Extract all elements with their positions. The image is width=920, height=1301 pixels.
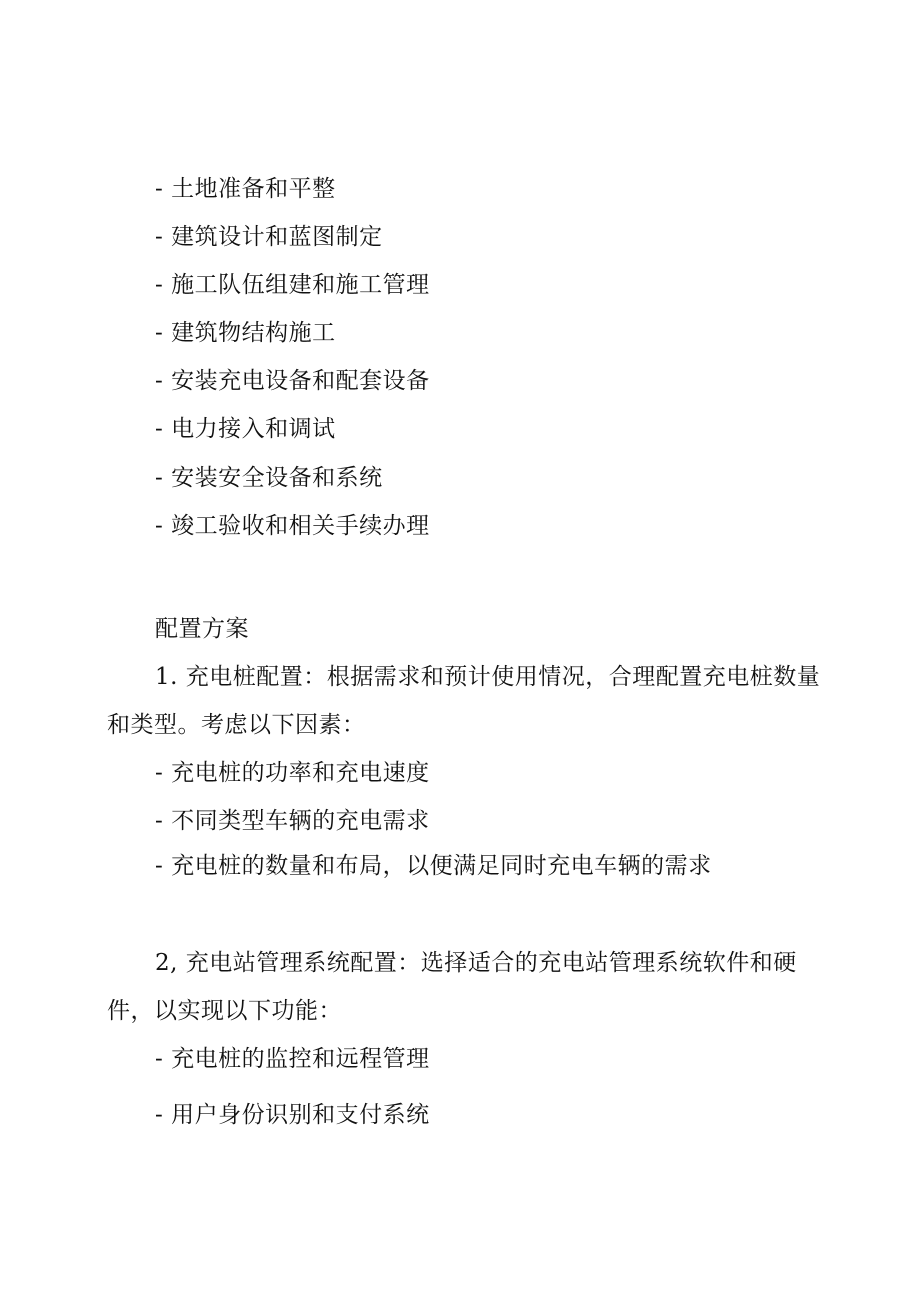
section-heading: 配置方案 xyxy=(155,616,249,642)
list-item: - 建筑设计和蓝图制定 xyxy=(155,224,383,250)
list-item: - 安装充电设备和配套设备 xyxy=(155,368,430,394)
list-item: - 施工队伍组建和施工管理 xyxy=(155,272,430,298)
list-item: - 充电桩的功率和充电速度 xyxy=(155,760,430,786)
list-item: - 用户身份识别和支付系统 xyxy=(155,1102,430,1128)
list-item: - 土地准备和平整 xyxy=(155,176,336,202)
list-item: - 建筑物结构施工 xyxy=(155,320,336,346)
paragraph-line: 件，以实现以下功能： xyxy=(107,998,342,1024)
list-item: - 安装安全设备和系统 xyxy=(155,465,383,491)
paragraph-line: 和类型。考虑以下因素： xyxy=(107,712,366,738)
list-item: - 竣工验收和相关手续办理 xyxy=(155,513,430,539)
list-item: - 不同类型车辆的充电需求 xyxy=(155,808,430,834)
paragraph-line: 1. 充电桩配置：根据需求和预计使用情况，合理配置充电桩数量 xyxy=(155,664,821,690)
list-item: - 充电桩的数量和布局，以便满足同时充电车辆的需求 xyxy=(155,853,712,879)
paragraph-line: 2, 充电站管理系统配置：选择适合的充电站管理系统软件和硬 xyxy=(155,950,797,976)
list-item: - 充电桩的监控和远程管理 xyxy=(155,1046,430,1072)
list-item: - 电力接入和调试 xyxy=(155,416,336,442)
